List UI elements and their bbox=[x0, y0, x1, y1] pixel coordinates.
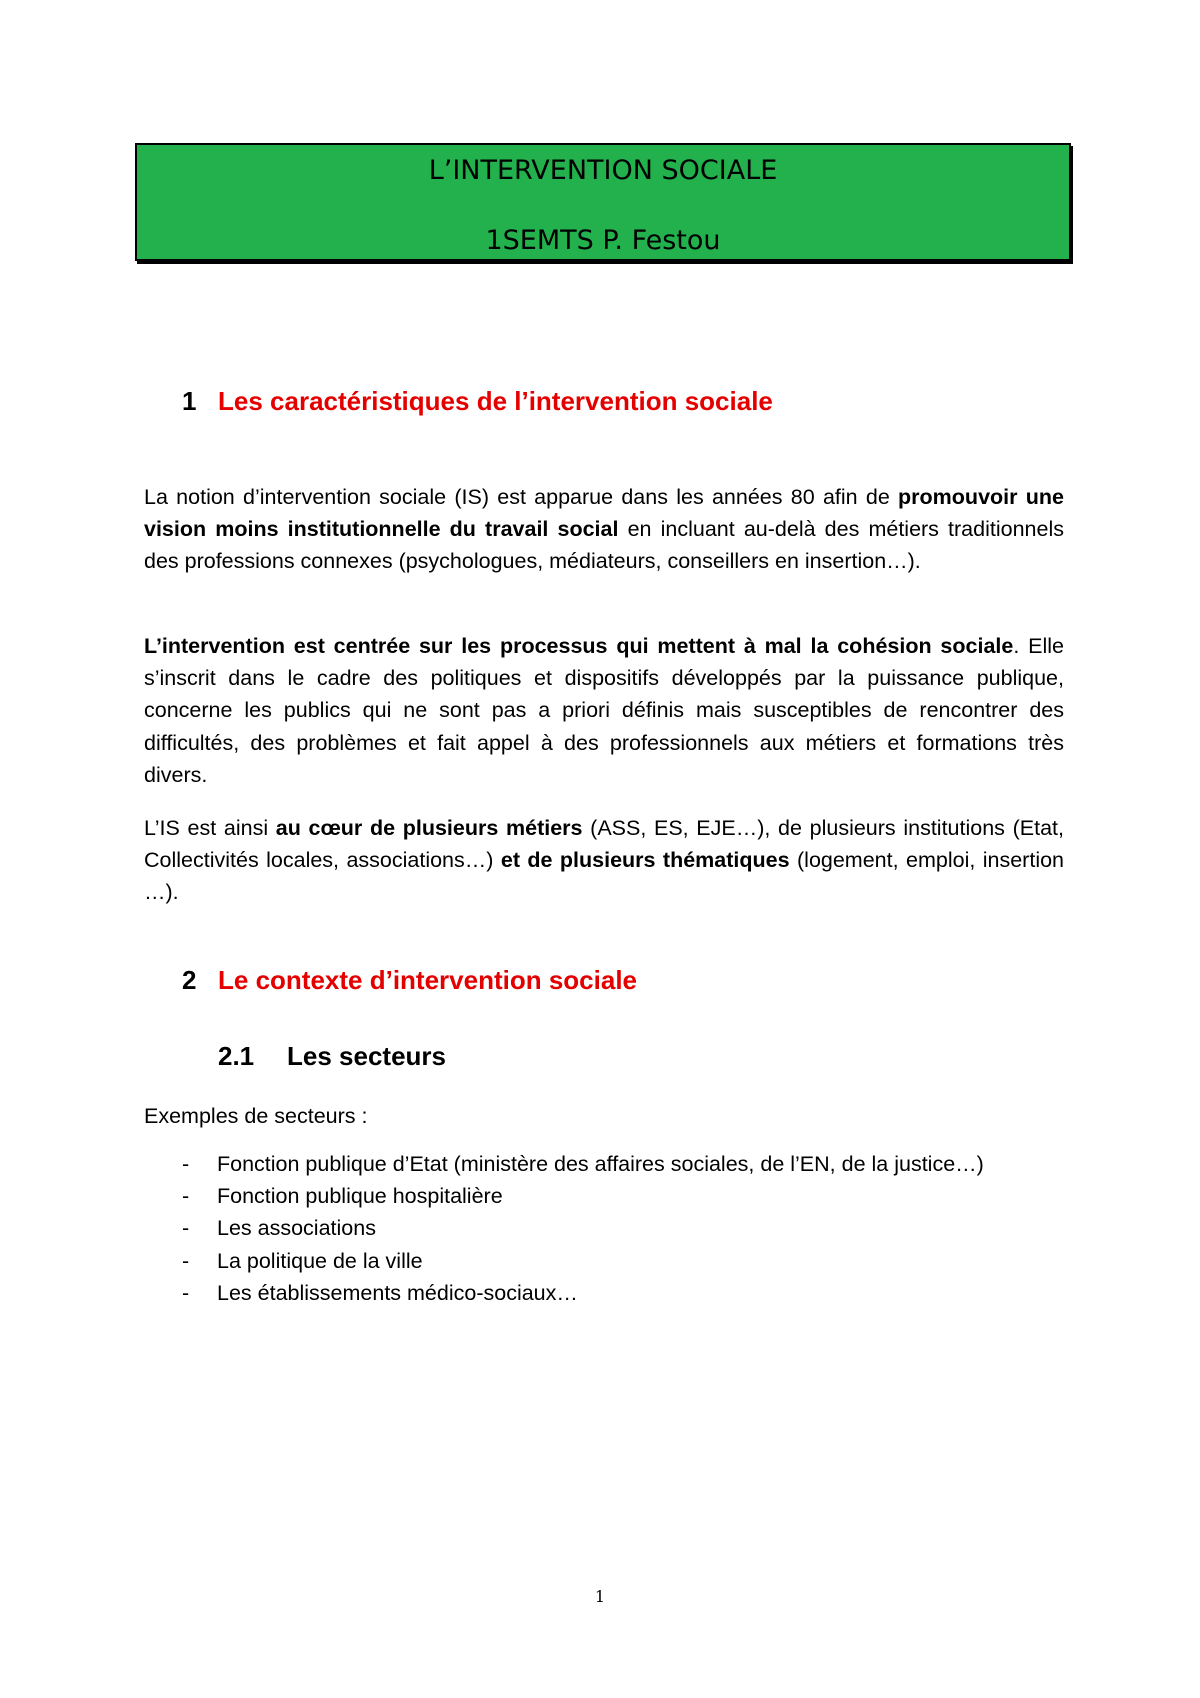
section-2-title: Le contexte d’intervention sociale bbox=[218, 965, 637, 995]
page-number: 1 bbox=[594, 1587, 606, 1606]
subsection-2-1-number: 2.1 bbox=[218, 1041, 255, 1071]
section-1-paragraph-2 bbox=[144, 630, 1064, 791]
section-1-title: Les caractéristiques de l’intervention sociale bbox=[218, 386, 773, 416]
document-title: L’INTERVENTION SOCIALE bbox=[428, 155, 778, 186]
sectors-intro: Exemples de secteurs : bbox=[144, 1104, 368, 1128]
text-run: en incluant au-delà des métiers traditionnels des professions connexes (psychologues, médiateurs, conseillers en insertion…). bbox=[144, 517, 1064, 574]
section-2-heading bbox=[182, 965, 637, 996]
list-item-text: La politique de la ville bbox=[217, 1248, 423, 1273]
bullet-marker: - bbox=[182, 1152, 190, 1176]
bold-run: L’intervention est centrée sur les processus qui mettent à mal la cohésion sociale bbox=[144, 634, 1014, 658]
subsection-2-1-heading bbox=[218, 1041, 446, 1072]
list-item bbox=[144, 1277, 994, 1309]
bullet-marker: - bbox=[182, 1248, 190, 1273]
bold-run: et de plusieurs thématiques bbox=[500, 848, 790, 873]
bullet-marker: - bbox=[182, 1280, 190, 1305]
list-item-text: Fonction publique hospitalière bbox=[217, 1184, 503, 1209]
text-run: (logement, emploi, insertion …). bbox=[144, 848, 1065, 905]
section-1-number: 1 bbox=[182, 386, 197, 416]
title-box bbox=[135, 143, 1071, 261]
section-1-paragraph-1 bbox=[144, 481, 1064, 578]
bullet-marker: - bbox=[182, 1184, 190, 1209]
section-1-heading bbox=[182, 386, 773, 417]
document-subtitle: 1SEMTS P. Festou bbox=[485, 225, 721, 256]
text-run: L’IS est ainsi bbox=[144, 816, 276, 840]
section-1-paragraph-3 bbox=[144, 812, 1064, 909]
bold-run: promouvoir une vision moins institutionnelle du travail social bbox=[144, 485, 1064, 542]
bullet-marker: - bbox=[182, 1216, 190, 1241]
list-item-text: Les associations bbox=[217, 1216, 376, 1241]
text-run: . Elle s’inscrit dans le cadre des politiques et dispositifs développés par la puissance publique, concerne les publics qui ne sont pas a priori définis mais susceptibles de rencontrer des difficultés, des problèmes et fait appel à des professionnels aux métiers et formations très divers. bbox=[144, 634, 1064, 787]
list-item bbox=[144, 1212, 994, 1244]
list-item-text: Les établissements médico-sociaux… bbox=[217, 1280, 578, 1305]
bold-run: au cœur de plusieurs métiers bbox=[275, 816, 583, 840]
list-item-text: Fonction publique d’Etat (ministère des affaires sociales, de l’EN, de la justice…) bbox=[217, 1152, 984, 1176]
list-item bbox=[144, 1180, 994, 1212]
sectors-list bbox=[144, 1148, 994, 1309]
text-run: (ASS, ES, EJE…), de plusieurs institutions (Etat, Collectivités locales, associations…) bbox=[144, 816, 1064, 873]
list-item bbox=[144, 1245, 994, 1277]
text-run: La notion d’intervention sociale (IS) est apparue dans les années 80 afin de bbox=[144, 485, 899, 509]
list-item bbox=[144, 1148, 994, 1180]
subsection-2-1-title: Les secteurs bbox=[287, 1041, 446, 1071]
section-2-number: 2 bbox=[182, 965, 197, 995]
